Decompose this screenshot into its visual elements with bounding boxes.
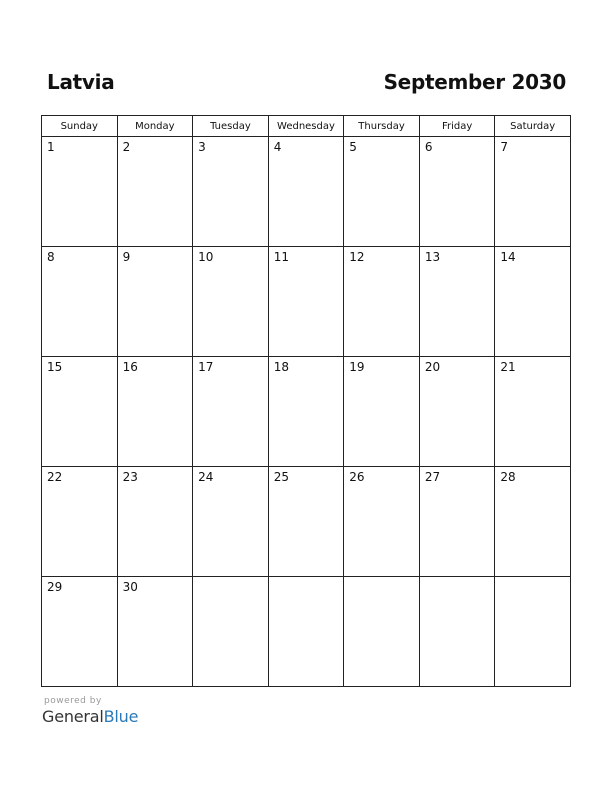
day-number <box>495 577 570 580</box>
day-cell <box>42 137 118 247</box>
weekday-header: Saturday <box>495 116 571 137</box>
weekday-header-row <box>42 116 571 137</box>
day-cell <box>193 357 269 467</box>
powered-by-label: powered by <box>44 696 102 706</box>
day-number: 11 <box>273 250 289 264</box>
weekday-header: Wednesday <box>268 116 344 137</box>
day-cell <box>419 357 495 467</box>
day-number: 25 <box>273 470 289 484</box>
day-cell <box>419 467 495 577</box>
day-number: 12 <box>349 250 365 264</box>
day-number: 22 <box>47 470 63 484</box>
day-cell <box>419 577 495 687</box>
generalblue-logo[interactable] <box>42 707 138 726</box>
day-number <box>344 577 419 580</box>
day-cell <box>268 247 344 357</box>
day-cell <box>419 137 495 247</box>
day-cell <box>117 357 193 467</box>
day-number: 3 <box>198 140 206 154</box>
day-number: 2 <box>122 140 131 154</box>
day-number: 13 <box>424 250 441 264</box>
day-cell <box>42 577 118 687</box>
week-row <box>42 137 571 247</box>
day-cell <box>193 467 269 577</box>
weekday-header: Monday <box>117 116 193 137</box>
weekday-header: Tuesday <box>193 116 269 137</box>
day-cell <box>117 247 193 357</box>
day-number: 10 <box>198 250 214 264</box>
day-number <box>193 577 268 580</box>
day-cell <box>42 247 118 357</box>
day-number: 18 <box>273 360 289 374</box>
day-number: 9 <box>122 250 131 264</box>
day-cell <box>117 467 193 577</box>
day-number: 19 <box>349 360 365 374</box>
day-cell <box>42 467 118 577</box>
footer-brand <box>42 696 138 726</box>
week-row <box>42 577 571 687</box>
day-cell <box>193 247 269 357</box>
day-cell <box>495 137 571 247</box>
month-year-title: September 2030 <box>383 70 566 94</box>
day-cell <box>344 467 420 577</box>
day-cell <box>268 137 344 247</box>
day-cell <box>193 577 269 687</box>
day-number: 1 <box>47 140 55 154</box>
day-cell <box>344 357 420 467</box>
day-number <box>269 577 344 580</box>
weekday-header: Thursday <box>344 116 420 137</box>
brand-blue-text: Blue <box>103 707 139 726</box>
day-cell <box>268 467 344 577</box>
week-row <box>42 247 571 357</box>
day-cell <box>193 137 269 247</box>
day-cell <box>268 577 344 687</box>
day-number <box>420 577 495 580</box>
day-number: 26 <box>349 470 365 484</box>
day-cell <box>495 577 571 687</box>
day-cell <box>495 357 571 467</box>
day-number: 30 <box>122 580 138 594</box>
day-number: 27 <box>424 470 441 484</box>
day-cell <box>495 247 571 357</box>
day-cell <box>42 357 118 467</box>
country-title: Latvia <box>47 70 115 94</box>
day-number: 24 <box>198 470 214 484</box>
day-number: 5 <box>349 140 357 154</box>
day-number: 8 <box>47 250 55 264</box>
weekday-header: Sunday <box>42 116 118 137</box>
day-cell <box>268 357 344 467</box>
day-cell <box>117 137 193 247</box>
weekday-header: Friday <box>419 116 495 137</box>
day-number: 20 <box>424 360 441 374</box>
day-number: 17 <box>198 360 214 374</box>
week-row <box>42 467 571 577</box>
day-number: 14 <box>500 250 516 264</box>
week-row <box>42 357 571 467</box>
day-number: 28 <box>500 470 516 484</box>
day-number: 4 <box>273 140 282 154</box>
day-number: 23 <box>122 470 138 484</box>
day-cell <box>495 467 571 577</box>
day-cell <box>344 247 420 357</box>
day-number: 15 <box>47 360 63 374</box>
day-cell <box>344 137 420 247</box>
brand-general-text: General <box>42 707 104 726</box>
calendar-grid <box>41 115 571 687</box>
day-number: 16 <box>122 360 138 374</box>
day-number: 7 <box>500 140 509 154</box>
day-cell <box>117 577 193 687</box>
day-number: 21 <box>500 360 516 374</box>
day-number: 6 <box>424 140 433 154</box>
day-cell <box>419 247 495 357</box>
day-number: 29 <box>47 580 63 594</box>
day-cell <box>344 577 420 687</box>
